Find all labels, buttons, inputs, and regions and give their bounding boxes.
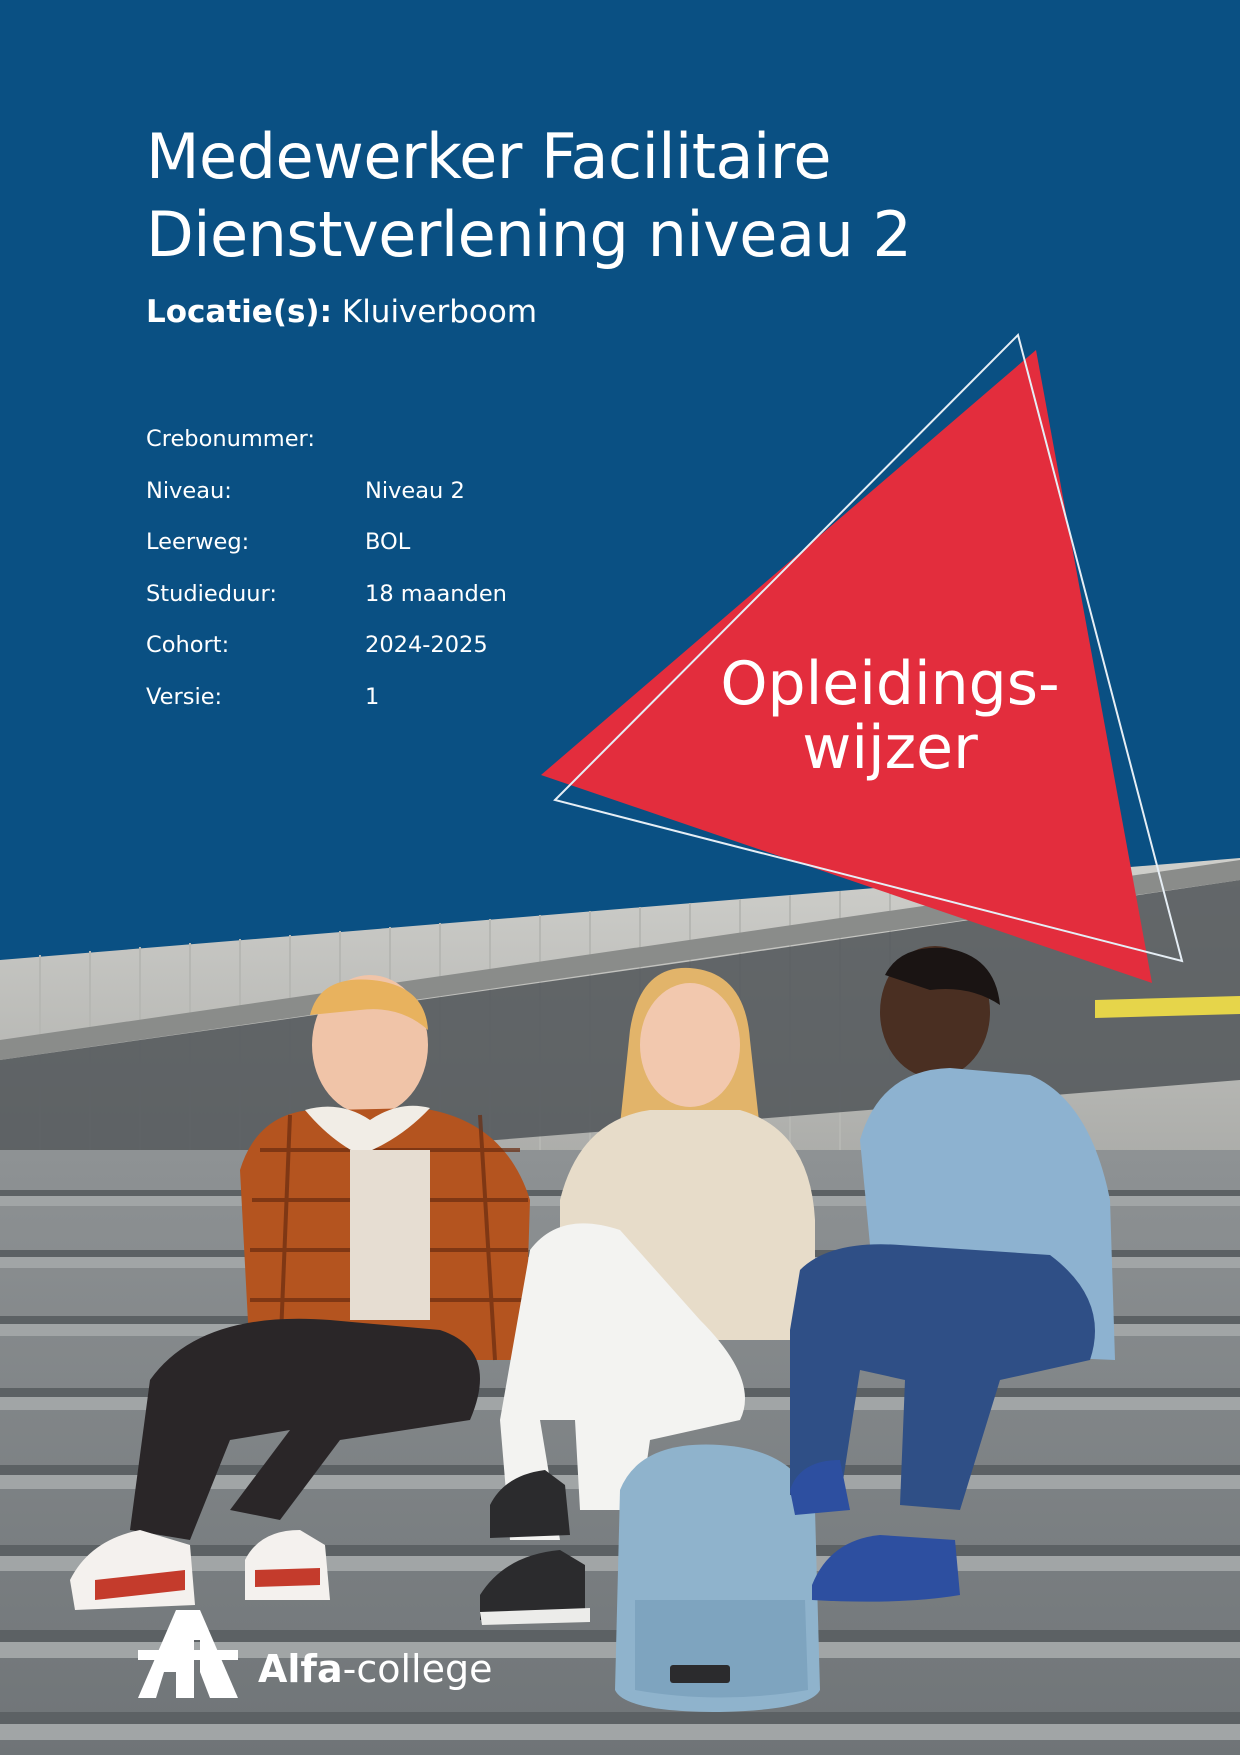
- logo-name-rest: -college: [342, 1647, 493, 1691]
- logo-wordmark: [258, 1645, 492, 1693]
- detail-value: 2024-2025: [365, 632, 488, 658]
- logo-name-bold: Alfa: [258, 1647, 343, 1691]
- detail-label: Leerweg:: [146, 529, 250, 555]
- detail-value: BOL: [365, 529, 411, 555]
- detail-label: Versie:: [146, 683, 223, 710]
- detail-label: Cohort:: [146, 632, 230, 658]
- alfa-college-logo-icon: [138, 1610, 238, 1700]
- location-label: Locatie(s):: [146, 294, 332, 330]
- detail-label: Niveau:: [146, 477, 232, 504]
- detail-label: Studieduur:: [146, 580, 277, 607]
- title-line-1: Medewerker Facilitaire: [146, 120, 832, 193]
- detail-value: 1: [365, 683, 380, 710]
- detail-label: Crebonummer:: [146, 426, 315, 452]
- location-value: Kluiverboom: [341, 294, 538, 330]
- detail-value: 18 maanden: [365, 580, 507, 607]
- title-line-2: Dienstverlening niveau 2: [146, 198, 912, 271]
- badge-line-1: Opleidings-: [720, 649, 1060, 719]
- opleidingswijzer-label: [700, 649, 1080, 783]
- badge-line-2: wijzer: [802, 713, 978, 783]
- detail-value: Niveau 2: [365, 477, 465, 504]
